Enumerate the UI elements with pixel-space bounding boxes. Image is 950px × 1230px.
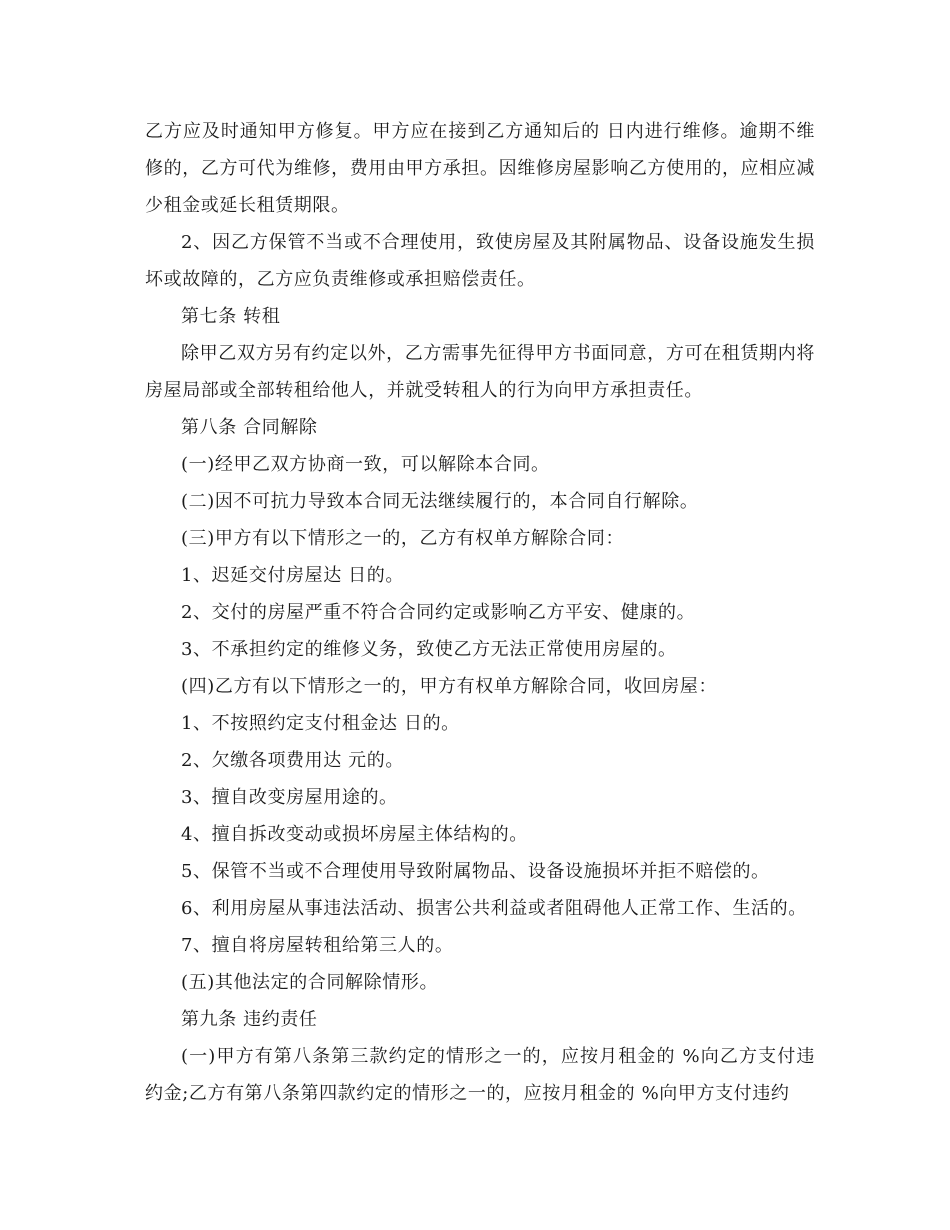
paragraph-sublease: 除甲乙双方另有约定以外，乙方需事先征得甲方书面同意，方可在租赁期内将房屋局部或全部转租给他人，并就受转租人的行为向甲方承担责任。 [145, 343, 815, 401]
paragraph-termination-5: (五)其他法定的合同解除情形。 [181, 972, 439, 993]
heading-article-9: 第九条 违约责任 [181, 1009, 318, 1030]
list-item: 1、迟延交付房屋达 日的。 [181, 565, 404, 586]
list-item: 6、利用房屋从事违法活动、损害公共利益或者阻碍他人正常工作、生活的。 [181, 898, 807, 919]
list-item: 2、交付的房屋严重不符合合同约定或影响乙方平安、健康的。 [181, 602, 696, 623]
document-body [145, 113, 815, 1112]
list-item: 7、擅自将房屋转租给第三人的。 [181, 935, 454, 956]
paragraph-termination-2: (二)因不可抗力导致本合同无法继续履行的，本合同自行解除。 [181, 491, 699, 512]
list-item: 5、保管不当或不合理使用导致附属物品、设备设施损坏并拒不赔偿的。 [181, 861, 770, 882]
paragraph-termination-4: (四)乙方有以下情形之一的，甲方有权单方解除合同，收回房屋： [181, 676, 718, 697]
list-item: 4、擅自拆改变动或损坏房屋主体结构的。 [181, 824, 528, 845]
list-item: 2、欠缴各项费用达 元的。 [181, 750, 404, 771]
paragraph-termination-1: (一)经甲乙双方协商一致，可以解除本合同。 [181, 454, 550, 475]
list-item: 3、擅自改变房屋用途的。 [181, 787, 398, 808]
paragraph-liability-1: (一)甲方有第八条第三款约定的情形之一的，应按月租金的 %向乙方支付违约金;乙方有第八条第四款约定的情形之一的，应按月租金的 %向甲方支付违约 [145, 1046, 815, 1104]
paragraph-damage-liability: 2、因乙方保管不当或不合理使用，致使房屋及其附属物品、设备设施发生损坏或故障的，乙方应负责维修或承担赔偿责任。 [145, 232, 815, 290]
list-item: 1、不按照约定支付租金达 日的。 [181, 713, 460, 734]
heading-article-7: 第七条 转租 [181, 306, 281, 327]
paragraph-termination-3: (三)甲方有以下情形之一的，乙方有权单方解除合同： [181, 528, 625, 549]
heading-article-8: 第八条 合同解除 [181, 417, 318, 438]
paragraph-repair-continuation: 乙方应及时通知甲方修复。甲方应在接到乙方通知后的 日内进行维修。逾期不维修的，乙方可代为维修，费用由甲方承担。因维修房屋影响乙方使用的，应相应减少租金或延长租赁期限。 [145, 121, 815, 216]
list-item: 3、不承担约定的维修义务，致使乙方无法正常使用房屋的。 [181, 639, 677, 660]
